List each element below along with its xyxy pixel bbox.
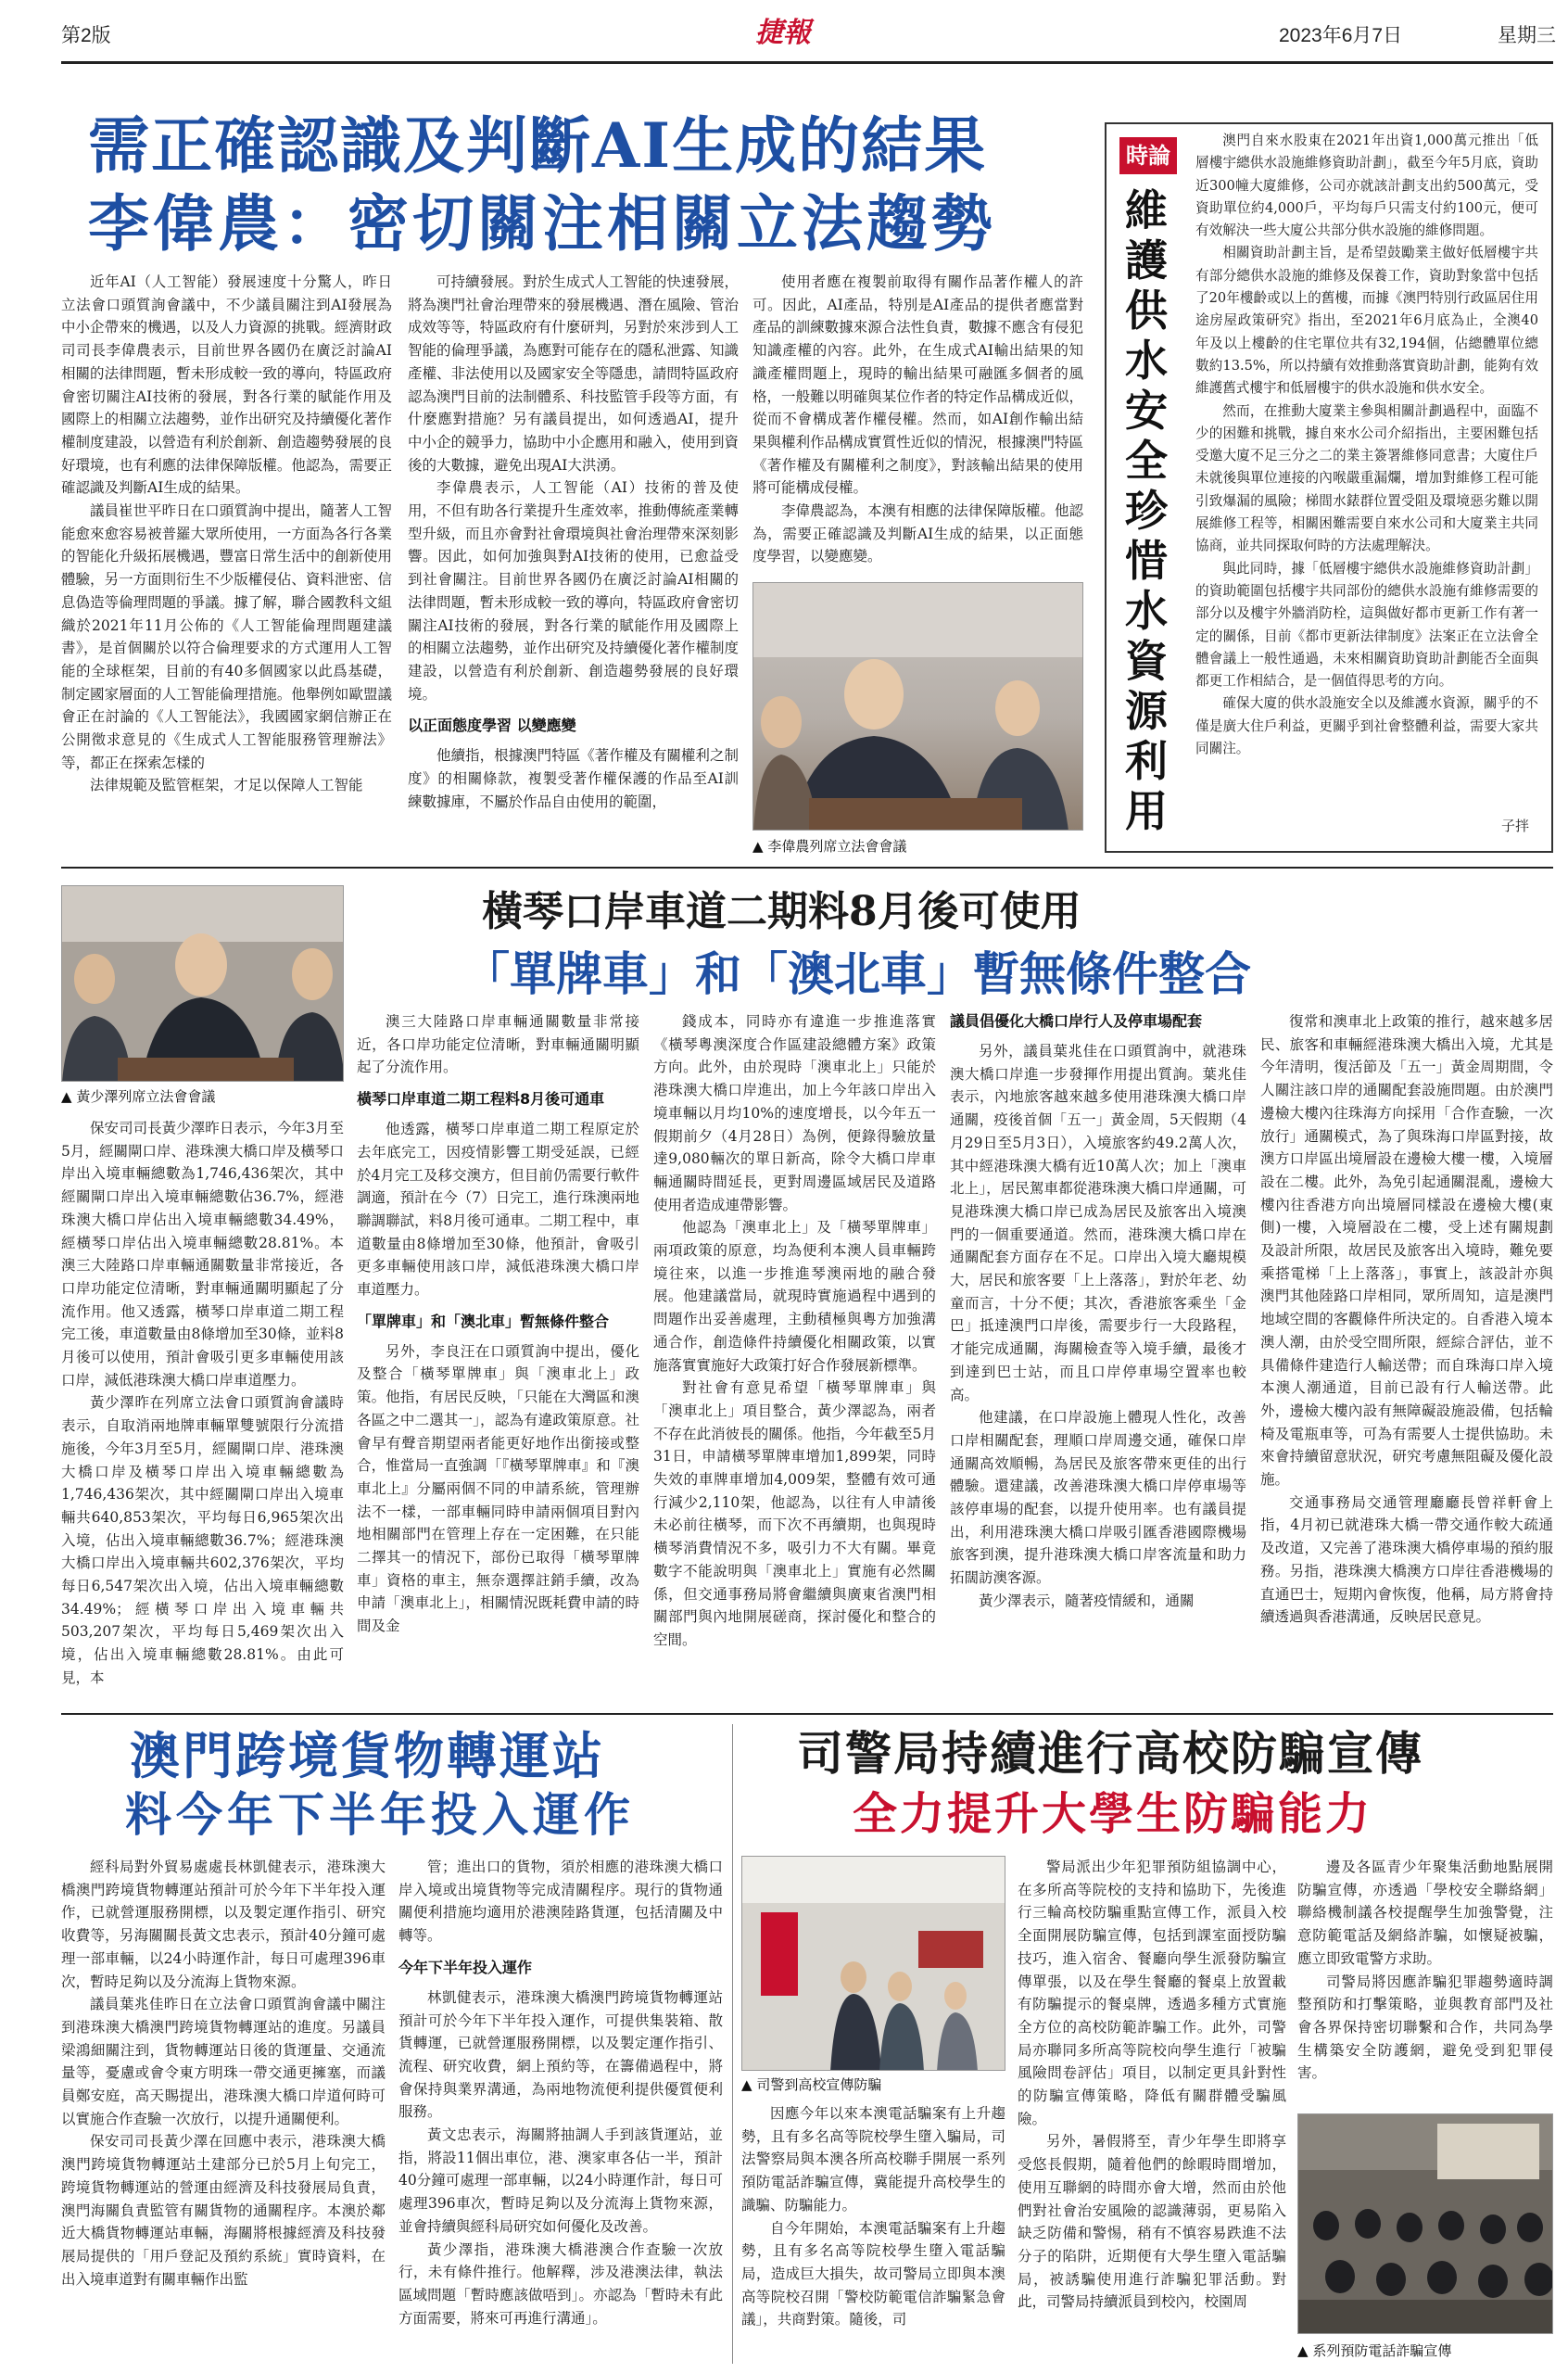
a2-title-2: 「單牌車」和「澳北車」暫無條件整合 [463, 946, 1251, 1001]
a2-column-2: 澳三大陸路口岸車輛通關數量非常接近，各口岸功能定位清晰，對車輛通關明顯起了分流作用。 橫琴口岸車道二期工程料8月後可通車 他透露，橫琴口岸車道二期工程原定於去年底完工，因疫情影響工期受延誤，已經於4月完工及移交澳方，但目前仍需要行軟件調適，預計在今（7）日完工，進行珠澳兩地聯調聯試，料8月後可通車。二期工程中，車道數量由8條增加至30條，他預計，會吸引更多車輛使用該口岸，減低港珠澳大橋口岸車道壓力。 「單牌車」和「澳北車」暫無條件整合 另外，李良汪在口頭質詢中提出，優化及整合「橫琴單牌車」與「澳車北上」政策。他指，有居民反映，「只能在大灣區和澳各區之中二選其一」，認為有違政策原意。社會早有聲音期望兩者能更好地作出銜接或整合，惟當局一直強調「『橫琴單牌車』和『澳車北上』分屬兩個不同的申請系統，管理辦法不一樣，一部車輛同時申請兩個項目對內地相關部門在管理上存在一定困難，在只能二擇其一的情況下，部份已取得「橫琴單牌車」資格的車主，無奈選擇註銷手續，改為申請「澳車北上」，相關情況既耗費申請的時間及金 [357, 1013, 639, 1635]
a1-column-3: 使用者應在複製前取得有關作品著作權人的許可。因此，AI產品，特別是AI產品的提供者應當對產品的訓練數據來源合法性負責，數據不應含有侵犯知識產權的內容。此外，在生成式AI輸出結果的知識產權問題上，現時的輸出結果可融匯多個者的風格，一般難以明確與某位作者的特定作品構成近似，從而不會構成著作權侵權。然而，如AI創作輸出結果與權利作品構成實質性近似的情況，根據澳門特區《著作權及有關權利之制度》，對該輸出結果的使用將可能構成侵權。 李偉農認為，本澳有相應的法律保障版權。他認為，需要正確認識及判斷AI生成的結果，以正面態度學習，以變應變。 [752, 273, 1083, 565]
editorial-author: 子拌 [1501, 818, 1530, 834]
section-rule-1 [61, 867, 1553, 869]
editorial-body: 澳門自來水股東在2021年出資1,000萬元推出「低層樓宇總供水設施維修資助計劃」，截至今年5月底，資助近300幢大廈維修，公司亦就該計劃支出約500萬元，受資助單位約4,000戶，平均每戶只需支付約100元，便可有效解決一些大廈公共部分供水設施的維修問題。 相關資助計劃主旨，是希望鼓勵業主做好低層樓宇共有部分總供水設施的維修及保養工作，資助對象當中包括了20年樓齡或以上的舊樓，而據《澳門特別行政區居住用途房屋政策研究》指出，至2021年6月底為止，全澳40年及以上樓齡的住宅單位共有32,194個，佔總體單位總數約13.5%，所以持續有效推動落實資助計劃，能夠有效維護舊式樓宇和低層樓宇的供水設施和供水安全。 然而，在推動大廈業主參與相關計劃過程中，面臨不少的困難和挑戰，據自來水公司介紹指出，主要困難包括受邀大廈不足三分之二的業主簽署維修同意書；大廈住戶未就後與單位連接的內喉嚴重漏爛，增加對維修工程可能引致爆漏的風險；梯間水錶群位置受阻及環境惡劣難以開展維修工程等，相關困難需要自來水公司和大廈業主共同協商，並共同探取何時的方法處理解決。 與此同時，據「低層樓宇總供水設施維修資助計劃」的資助範圍包括樓宇共同部份的總供水設施有維修需要的部分以及樓宇外牆消防栓，這與做好都市更新工作有著一定的關係，目前《都市更新法律制度》法案正在立法會全體會議上一般性通過，未來相關資助資助計劃能否全面與都更工作相結合，是一個值得思考的方向。 確保大廈的供水設施安全以及維護水資源，關乎的不僅是廣大住戶利益，更關乎到社會整體利益，需要大家共同關注。 [1195, 133, 1538, 757]
editorial-title: 維護供水安全 珍惜水資源利用 [1125, 185, 1168, 836]
a1-column-1: 近年AI（人工智能）發展速度十分驚人，昨日立法會口頭質詢會議中，不少議員關注到AI發展為中小企帶來的機遇，以及人力資源的挑戰。經濟財政司司長李偉農表示，目前世界各國仍在廣泛討論AI相關的法律問題，暫未形成較一致的導向，特區政府會密切關注AI技術的發展，對各行業的賦能作用及國際上的相關立法趨勢，並作出研究及持續優化著作權制度建設，以營造有利於創新、創造趨勢發展的良好環境，也有利應的法律保障版權。他認為，需要正確認識及判斷AI生成的結果。 議員崔世平昨日在口頭質詢中提出，隨著人工智能愈來愈容易被普羅大眾所使用，一方面為各行各業的智能化升級拓展機遇，豐富日常生活中的創新使用體驗，另一方面則衍生不少版權侵佔、資料泄密、信息偽造等倫理問題的爭議。據了解，聯合國教科文組織於2021年11月公佈的《人工智能倫理問題建議書》，是首個關於以符合倫理要求的方式運用人工智能的全球框架，目前的有40多個國家以此爲基礎，制定國家層面的人工智能倫理措施。他舉例如歐盟議會正在討論的《人工智能法》，我國國家網信辦正在公開徵求意見的《生成式人工智能服務管理辦法》等，都正在探索怎樣的 法律規範及監管框架，才足以保障人工智能 [61, 273, 392, 794]
a1-title-1: 需正確認識及判斷AI生成的結果 [88, 109, 988, 182]
a4-caption-2: ▲ 系列預防電話詐騙宣傳 [1297, 2341, 1451, 2360]
a4-column-3: 邊及各區青少年聚集活動地點展開防騙宣傳，亦透過「學校安全聯絡網」聯絡機制議各校提醒學生加強警覺，注意防範電話及網絡詐騙，如懷疑被騙，應立即致電警方求助。 司警局將因應詐騙犯罪趨勢適時調整預防和打擊策略，並與教育部門及社會各界保持密切聯繫和合作，共同為學生構築安全防護網，避免受到犯罪侵害。 [1297, 1859, 1553, 2082]
section-rule-2 [61, 1713, 1553, 1715]
a2-column-5: 復常和澳車北上政策的推行，越來越多居民、旅客和車輛經港珠澳大橋出入境，尤其是今年清明，復活節及「五一」黃金周期間，令人關注該口岸的通關配套設施問題。由於澳門邊檢大樓內往珠海方向採用「合作查驗，一次放行」通關模式，為了與珠海口岸區對接，故澳方口岸區出境層設在邊檢大樓一樓，入境層設在二樓。此外，為免引起通關混亂，邊檢大樓內往香港方向出境層同樣設在邊檢大樓(東側)一樓，入境層設在二樓，受上述有關規劃及設計所限，故居民及旅客出入境時，難免要乘搭電梯「上上落落」，事實上，該設計亦與澳門其他陸路口岸相同，眾所周知，這是澳門地域空間的客觀條件所決定的。自香港入境本澳人潮，由於受空間所限，經綜合評估，並不具備條件建造行人輸送帶；而自珠海口岸入境本澳人潮通道，目前已設有行人輸送帶。此外，邊檢大樓內設有無障礙設施設備，包括輪椅及電瓶車等，可為有需要人士提供協助。未來會持續留意狀況，研究考慮無阻礙及優化設施。 交通事務局交通管理廳廳長曾祥軒會上指，4月初已就港珠大橋一帶交通作較大疏通及改道，又完善了港珠澳大橋停車場的預約服務。另指，港珠澳大橋澳方口岸往香港機場的直通巴士，短期內會恢復，他稱，局方將會持續透過與香港溝通，反映居民意見。 [1260, 1013, 1553, 1626]
a4-caption-1: ▲ 司警到高校宣傳防騙 [741, 2075, 881, 2094]
a3-title-1: 澳門跨境貨物轉運站 [130, 1726, 605, 1785]
header-rule [61, 61, 1553, 64]
a4-column-2: 警局派出少年犯罪預防組協調中心，在多所高等院校的支持和協助下，先後進行三輪高校防騙重點宣傳工作，派員入校全面開展防騙宣傳，包括到課室面授防騙技巧，進入宿舍、餐廳向學生派發防騙宣傳單張，以及在學生餐廳的餐桌上放置載有防騙提示的餐桌牌，透過多種方式實施全方位的高校防範詐騙工作。此外，司警局亦聯同多所高等院校向學生進行「被騙風險問卷評估」項目，以制定更具針對性的防騙宣傳策略，降低有關群體受騙風險。 另外，暑假將至，青少年學生即將享受悠長假期，隨着他們的餘暇時間增加，使用互聯網的時間亦會大增，然而由於他們對社會治安風險的認識薄弱，更易陷入缺乏防備和警惕，稍有不慎容易跌進不法分子的陷阱，近期便有大學生墮入電話騙局，被誘騙使用進行詐騙犯罪活動。對此，司警局持續派員到校內，校園周 [1018, 1859, 1286, 2311]
a2-title-1: 橫琴口岸車道二期料8月後可使用 [482, 888, 1081, 935]
a4-title-2: 全力提升大學生防騙能力 [853, 1788, 1373, 1840]
a2-column-1: 保安司司長黃少澤昨日表示，今年3月至5月，經關閘口岸、港珠澳大橋口岸及橫琴口岸出入境車輛總數為1,746,436架次，其中經關閘口岸出入境車輛總數佔36.7%，經港珠澳大橋口岸佔出入境車輛總數34.49%，經橫琴口岸佔出入境車輛總數28.81%。本澳三大陸路口岸車輛通關數量非常接近，各口岸功能定位清晰，對車輛通關明顯起了分流作用。他又透露，橫琴口岸車道二期工程完工後，車道數量由8條增加至30條，並料8月後可以使用，預計會吸引更多車輛使用該口岸，減低港珠澳大橋口岸車道壓力。 黃少澤昨在列席立法會口頭質詢會議時表示，自取消兩地牌車輛單雙號限行分流措施後，今年3月至5月，經關閘口岸、港珠澳大橋口岸及橫琴口岸出入境車輛總數為1,746,436架次，其中經關閘口岸出入境車輛共640,853架次，平均每日6,965架次出入境，佔出入境車輛總數36.7%；經港珠澳大橋口岸出入境車輛共602,376架次，平均每日6,547架次出入境，佔出入境車輛總數34.49%；經橫琴口岸出入境車輛共503,207架次，平均每日5,469架次出入境，佔出入境車輛總數28.81%。由此可見，本 [61, 1120, 344, 1686]
a1-column-2: 可持續發展。對於生成式人工智能的快速發展，將為澳門社會治理帶來的發展機遇、潛在風險、管治成效等等，特區政府有什麼研判，另對於來涉到人工智能的倫理爭議，為應對可能存在的隱私泄露、知識產權、非法使用以及國家安全等隱患，請問特區政府認為澳門目前的法制體系、科技監管手段等方面，有什麼應對措施？另有議員提出，如何透過AI，提升中小企的競爭力，協助中小企應用和融入，使用到資後的大數據，避免出現AI大洪湧。 李偉農表示，人工智能（AI）技術的普及使用，不但有助各行業提升生產效率，推動傳統產業轉型升級，而且亦會對社會環境與社會治理帶來深刻影響。因此，如何加強與對AI技術的使用，已愈益受到社會關注。目前世界各國仍在廣泛討論AI相關的法律問題，暫未形成較一致的導向，特區政府會密切關注AI技術的發展，對各行業的賦能作用及國際上的相關立法趨勢，並作出研究及持續優化著作權制度建設，以營造有利於創新、創造趨勢發展的良好環境。 以正面態度學習 以變應變 他續指，根據澳門特區《著作權及有關權利之制度》的相關條款，複製受著作權保護的作品至AI訓練數據庫，不屬於作品自由使用的範圍， [408, 273, 739, 810]
date: 2023年6月7日 [1279, 25, 1403, 46]
a3-title-2: 料今年下半年投入運作 [125, 1787, 635, 1842]
a1-caption: ▲ 李偉農列席立法會會議 [752, 836, 906, 856]
a3-column-2: 管；進出口的貨物，須於相應的港珠澳大橋口岸入境或出境貨物等完成清關程序。現行的貨物通關便利措施均適用於港澳陸路貨運，包括清關及中轉等。 今年下半年投入運作 林凱健表示，港珠澳大橋澳門跨境貨物轉運站預計可於今年下半年投入運作，可提供集裝箱、散貨轉運，已就營運服務開標，以及製定運作指引、流程、研究收費，網上預約等，在籌備過程中，將會保持與業界溝通，為兩地物流便利提供優質便利服務。 黃文忠表示，海關將抽調人手到該貨運站，並指，將設11個出車位，港、澳家車各佔一半，預計40分鐘可處理一部車輛，以24小時運作計，每日可處理396車次，暫時足夠以及分流海上貨物來源，並會持續與經科局研究如何優化及改善。 黃少澤指，港珠澳大橋港澳合作查驗一次放行，未有條件推行。他解釋，涉及港澳法律，執法區域問題「暫時應該做唔到」。亦認為「暫時未有此方面需要，將來可再進行溝通」。 [398, 1859, 723, 2327]
a4-column-1: 因應今年以來本澳電話騙案有上升趨勢，且有多名高等院校學生墮入騙局，司法警察局與本澳各所高校聯手開展一系列預防電話詐騙宣傳，冀能提升高校學生的識騙、防騙能力。 自今年開始，本澳電話騙案有上升趨勢，且有多名高等院校學生墮入電話騙局，造成巨大損失，故司警局立即與本澳高等院校召開「警校防範電信詐騙緊急會議」，共商對策。隨後，司 [741, 2105, 1005, 2329]
a4-photo-1 [741, 1856, 1005, 2071]
a4-photo-2 [1297, 2113, 1553, 2334]
page-number: 第2版 [61, 25, 111, 46]
a1-subhead: 以正面態度學習 以變應變 [408, 717, 576, 735]
a2-photo [61, 885, 344, 1082]
column-divider [732, 1724, 733, 2364]
a2-subhead-1: 橫琴口岸車道二期工程料8月後可通車 [357, 1090, 605, 1109]
a3-subhead: 今年下半年投入運作 [398, 1958, 533, 1976]
a4-title-1: 司警局持續進行高校防騙宣傳 [797, 1726, 1423, 1781]
a2-subhead-3: 議員倡優化大橋口岸行人及停車場配套 [950, 1012, 1203, 1030]
a2-caption: ▲ 黃少澤列席立法會會議 [61, 1086, 215, 1106]
page-header [0, 0, 1568, 65]
editorial-tag: 時論 [1119, 137, 1177, 174]
a1-photo [752, 582, 1083, 831]
a3-column-1: 經科局對外貿易處處長林凱健表示，港珠澳大橋澳門跨境貨物轉運站預計可於今年下半年投入運作，已就營運服務開標，以及製定運作指引、研究收費等，另海關關長黃文忠表示，預計40分鐘可處理一部車輛，以24小時運作計，每日可處理396車次，暫時足夠以及分流海上貨物來源。 議員葉兆佳昨日在立法會口頭質詢會議中關注到港珠澳大橋澳門跨境貨物轉運站的進度。另議員梁鴻細關注到，貨物轉運站日後的貨運量、交通流量等，憂慮或會令東方明珠一帶交通更擁塞，而議員鄭安庭，高天賜提出，港珠澳大橋口岸道何時可以實施合作查驗一次放行，以提升通關便利。 保安司司長黃少澤在回應中表示，港珠澳大橋澳門跨境貨物轉運站土建部分已於5月上旬完工，跨境貨物轉運站的營運由經濟及科技發展局負責，澳門海關負責監管有關貨物的通關程序。本澳於鄰近大橋貨物轉運站車輛，海關將根據經濟及科技發展局提供的「用戶登記及預約系統」實時資料，在出入境車道對有關車輛作出監 [61, 1859, 386, 2288]
masthead: 捷報 [755, 17, 811, 49]
a1-title-2: 李偉農：密切關注相關立法趨勢 [88, 187, 996, 260]
a2-column-4: 議員倡優化大橋口岸行人及停車場配套 另外，議員葉兆佳在口頭質詢中，就港珠澳大橋口岸進一步發揮作用提出質詢。葉兆佳表示，內地旅客越來越多使用港珠澳大橋口岸通關，疫後首個「五一」黃金周，5天假期（4月29日至5月3日），入境旅客約49.2萬人次，其中經港珠澳大橋有近10萬人次；加上「澳車北上」，居民駕車都從港珠澳大橋口岸通關，可見港珠澳大橋口岸已成為居民及旅客出入境澳門的一個重要通道。然而，港珠澳大橋口岸在通關配套方面存在不足。口岸出入境大廳規模大，居民和旅客要「上上落落」，對於年老、幼童而言，十分不便；其次，香港旅客乘坐「金巴」抵達澳門口岸後，需要步行一大段路程，才能完成通關，海關檢查等入境手續，最後才到達到巴士站，而且口岸停車場空置率也較高。 他建議，在口岸設施上體現人性化，改善口岸相關配套，理順口岸周邊交通，確保口岸通關高效順暢，為居民及旅客帶來更佳的出行體驗。還建議，改善港珠澳大橋口岸停車場等該停車場的配套，以提升使用率。也有議員提出，利用港珠澳大橋口岸吸引匯香港國際機場旅客到澳，提升港珠澳大橋口岸客流量和助力拓闊訪澳客源。 黃少澤表示，隨著疫情緩和，通關 [950, 1012, 1246, 1609]
a2-column-3: 錢成本，同時亦有違進一步推進落實《橫琴粵澳深度合作區建設總體方案》政策方向。此外，由於現時「澳車北上」只能於港珠澳大橋口岸進出，加上今年該口岸出入境車輛以月均10%的速度增長，以今年五一假期前夕（4月28日）為例，便錄得驗放量達9,080輛次的單日新高，除令大橋口岸車輛通關時間延長，更對周邊區域居民及道路使用者造成連帶影響。 他認為「澳車北上」及「橫琴單牌車」兩項政策的原意，均為便利本澳人員車輛跨境往來，以進一步推進琴澳兩地的融合發展。他建議當局，就現時實施過程中遇到的問題作出妥善處理，主動積極與粵方加強溝通合作，創造條件持續優化相關政策，以實施落實實施好大政策打好合作發展新標準。 對社會有意見希望「橫琴單牌車」與「澳車北上」項目整合，黃少澤認為，兩者不存在此消彼長的關係。他指，今年截至5月31日，申請橫琴單牌車增加1,899架，同時失效的車牌車增加4,009架，整體有效可通行減少2,110架，他認為，以往有人申請後未必前往橫琴，而下次不再續期，也與現時橫琴消費情況不多，吸引力不大有關。畢竟數字不能說明與「澳車北上」實施有必然關係，但交通事務局將會繼續與廣東省澳門相關部門與內地開展磋商，探討優化和整合的空間。 [653, 1013, 936, 1648]
a2-subhead-2: 「單牌車」和「澳北車」暫無條件整合 [357, 1312, 610, 1330]
weekday: 星期三 [1498, 25, 1556, 46]
